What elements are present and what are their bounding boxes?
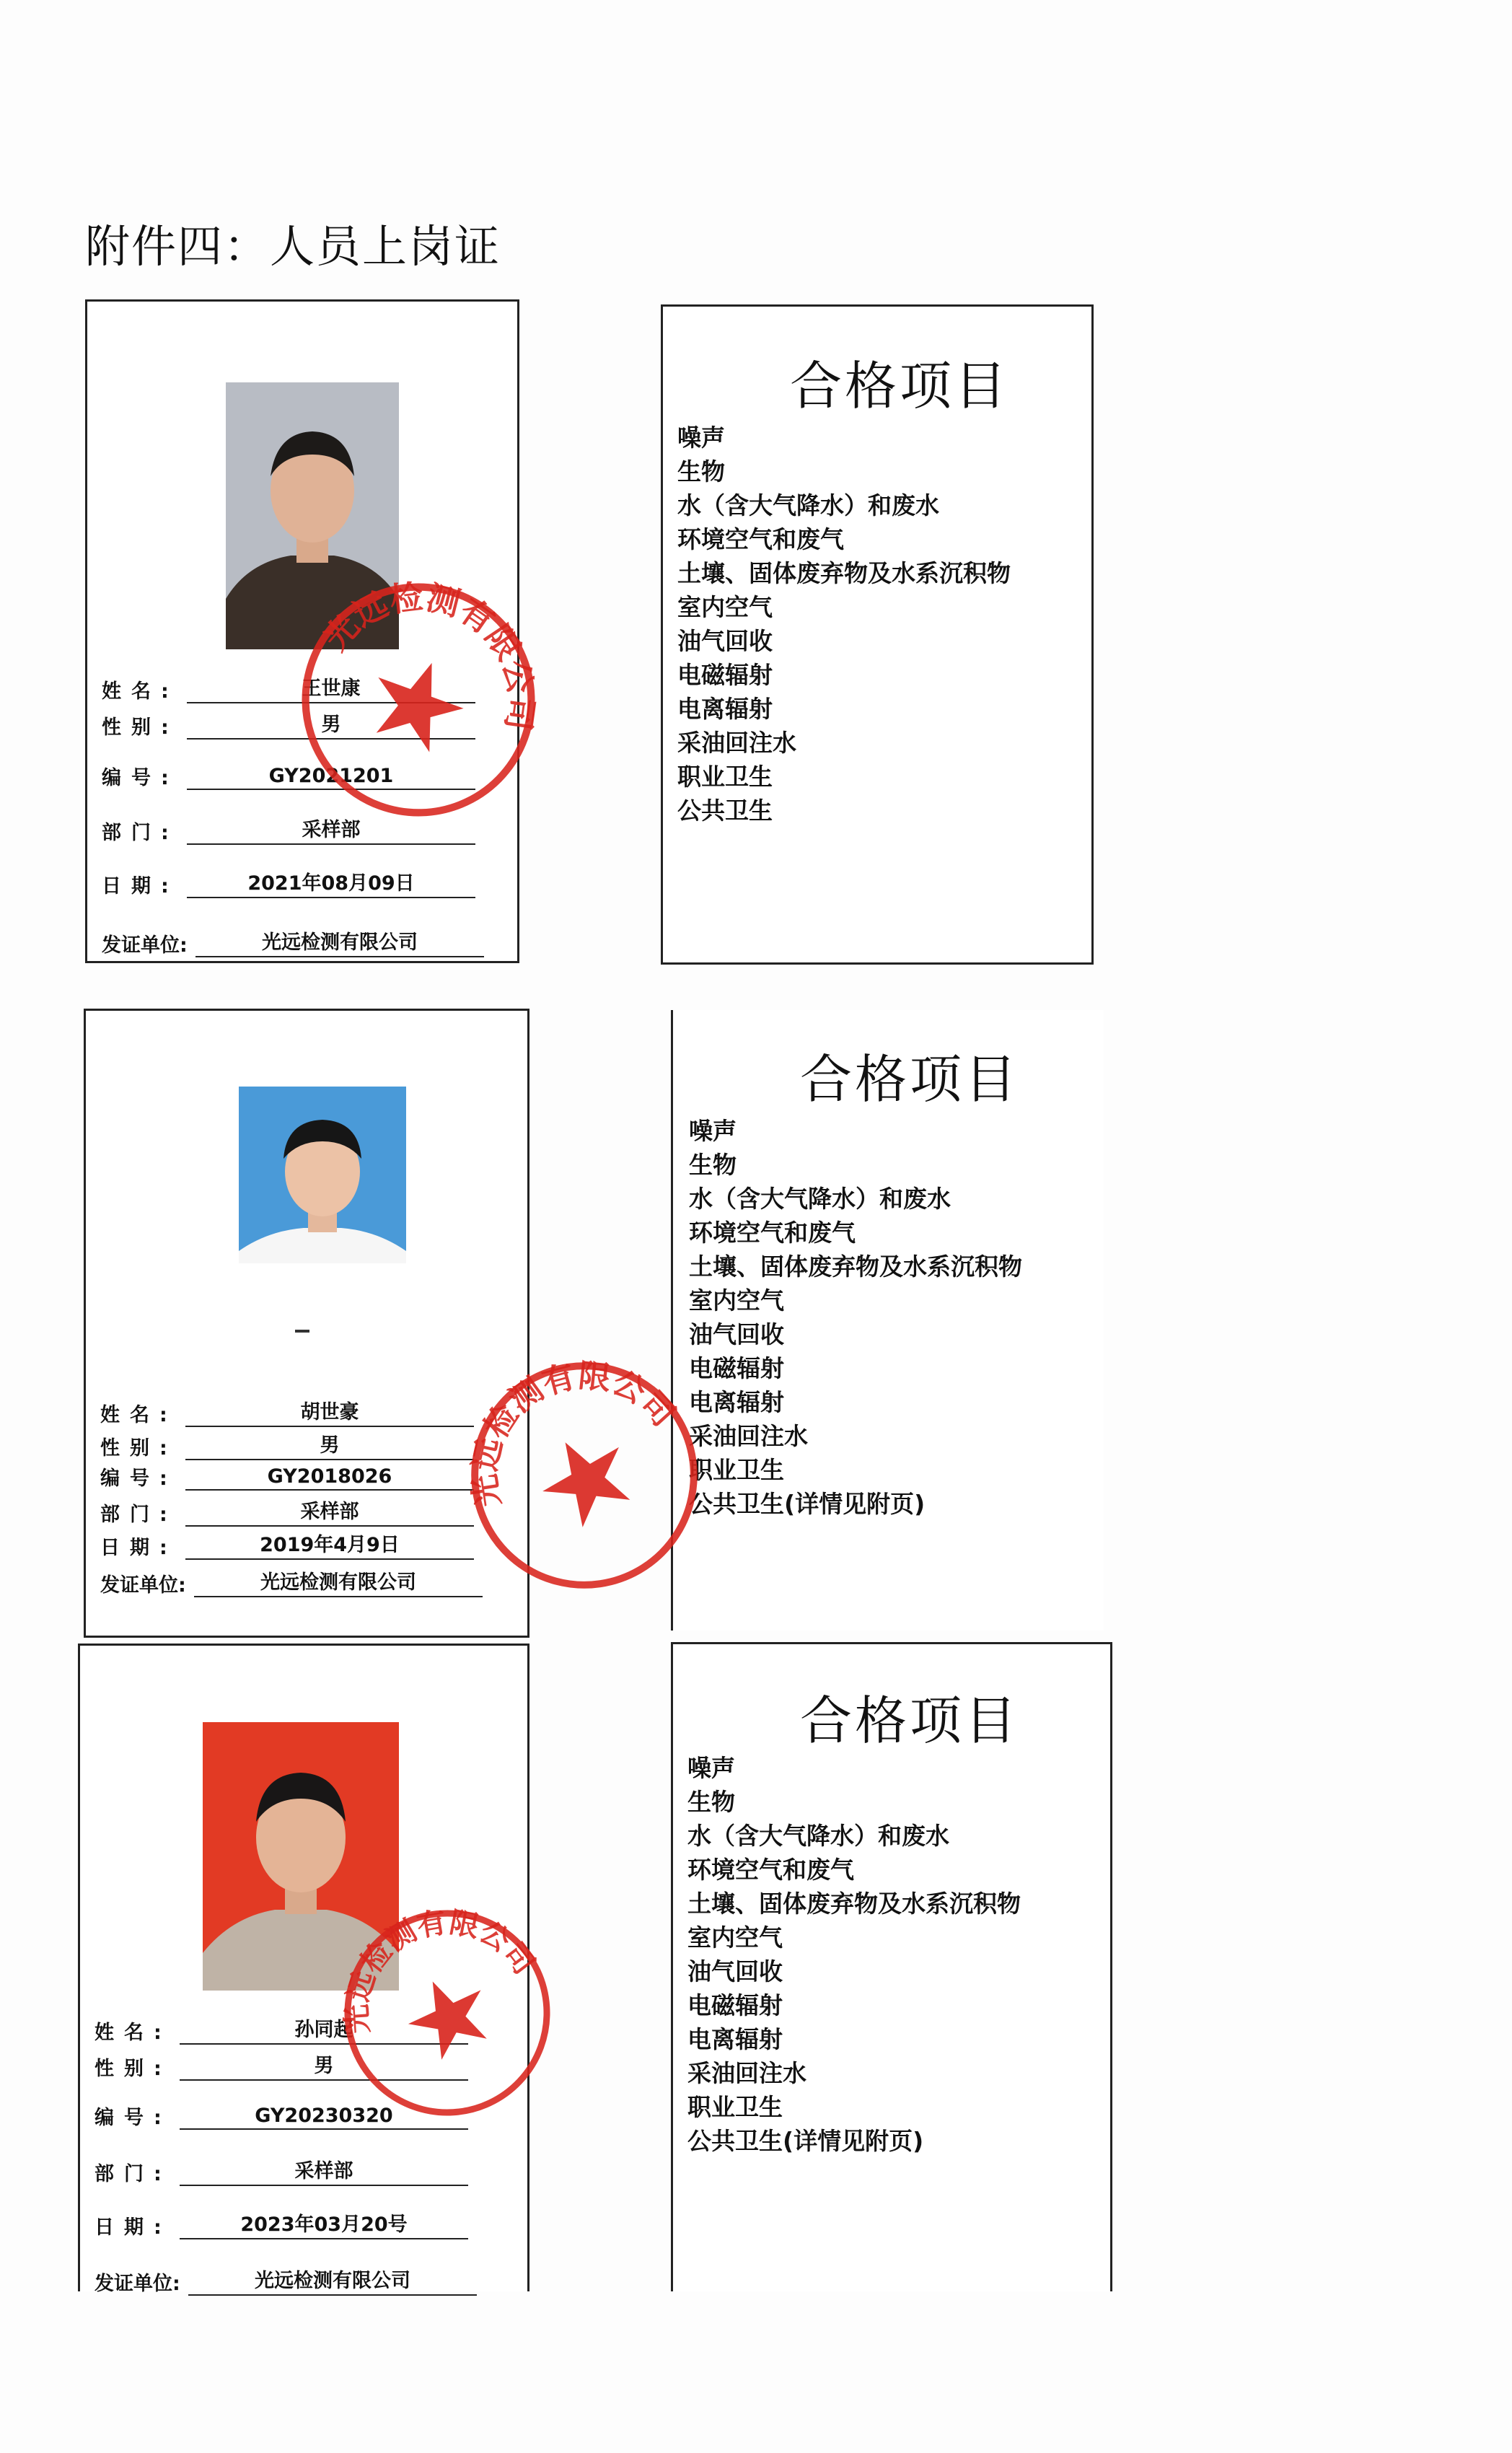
- qualification-item: 生物: [687, 1788, 735, 1816]
- name-label: 姓名:: [100, 1404, 177, 1426]
- date-row: [100, 1529, 474, 1560]
- qualification-item: 环境空气和废气: [677, 525, 844, 553]
- qualification-item: 公共卫生(详情见附页): [689, 1490, 926, 1518]
- dept-value: 采样部: [180, 2155, 468, 2186]
- qualification-item: 电离辐射: [687, 2025, 783, 2053]
- id-value: GY2018026: [185, 1465, 474, 1491]
- dept-label: 部门:: [94, 2163, 172, 2185]
- issuer-row: [102, 926, 484, 957]
- issuer-row: [94, 2265, 477, 2296]
- qualification-item: 公共卫生(详情见附页): [687, 2127, 924, 2155]
- date-value: 2019年4月9日: [185, 1529, 474, 1560]
- qualification-item: 职业卫生: [677, 763, 773, 791]
- qualification-item: 噪声: [687, 1754, 735, 1782]
- dept-row: [94, 2155, 468, 2186]
- qualification-list: [677, 421, 1011, 828]
- gender-value: 男: [185, 1429, 474, 1460]
- issuer-value: 光远检测有限公司: [194, 1566, 483, 1597]
- id-label: 编号:: [102, 767, 179, 789]
- gender-label: 性别:: [100, 1437, 177, 1460]
- qualification-item: 水（含大气降水）和废水: [687, 1822, 949, 1850]
- date-label: 日期:: [102, 875, 179, 898]
- qualification-item: 公共卫生: [677, 797, 773, 825]
- qualification-item: 噪声: [677, 424, 725, 452]
- qualification-item: 电磁辐射: [689, 1354, 784, 1382]
- date-value: 2023年03月20号: [180, 2208, 468, 2239]
- name-label: 姓名:: [102, 680, 179, 703]
- svg-text:光远检测有限公司: 光远检测有限公司: [338, 1904, 542, 2035]
- qualification-item: 采油回注水: [677, 729, 796, 757]
- qualification-title: 合格项目: [800, 1690, 1020, 1751]
- qualification-title: 合格项目: [800, 1049, 1020, 1110]
- qualification-item: 生物: [689, 1151, 737, 1179]
- qualification-item: 水（含大气降水）和废水: [677, 491, 939, 519]
- dept-value: 采样部: [185, 1496, 474, 1527]
- qualification-item: 噪声: [689, 1117, 737, 1145]
- qualification-item: 水（含大气降水）和废水: [689, 1185, 951, 1213]
- issuer-label: 发证单位:: [100, 1574, 186, 1597]
- qualification-card-3: [671, 1642, 1112, 2291]
- gender-value: 男: [180, 2050, 468, 2081]
- qualification-list: [687, 1751, 1021, 2158]
- page-title: 附件四：人员上岗证: [85, 220, 501, 273]
- name-value: 王世康: [187, 672, 475, 703]
- date-row: [102, 867, 475, 898]
- qualification-item: 土壤、固体废弃物及水系沉积物: [677, 559, 1011, 587]
- gender-label: 性别:: [102, 716, 179, 739]
- dept-row: [100, 1496, 474, 1527]
- dept-label: 部门:: [100, 1504, 177, 1526]
- qualification-item: 采油回注水: [689, 1422, 808, 1450]
- id-row: [100, 1462, 474, 1491]
- id-label: 编号:: [94, 2107, 172, 2129]
- date-value: 2021年08月09日: [187, 867, 475, 898]
- qualification-item: 采油回注水: [687, 2059, 806, 2087]
- qualification-item: 电磁辐射: [677, 661, 773, 689]
- certificate-card-2: [84, 1009, 529, 1638]
- photo-2: [239, 1087, 406, 1263]
- issuer-value: 光远检测有限公司: [188, 2265, 477, 2296]
- issuer-label: 发证单位:: [94, 2273, 180, 2295]
- name-label: 姓名:: [94, 2022, 172, 2044]
- qualification-item: 土壤、固体废弃物及水系沉积物: [687, 1890, 1021, 1918]
- qualification-item: 电离辐射: [677, 695, 773, 723]
- svg-text:光远检测有限公司: 光远检测有限公司: [315, 576, 542, 733]
- qualification-item: 职业卫生: [687, 2093, 783, 2121]
- qualification-item: 环境空气和废气: [687, 1856, 854, 1884]
- name-row: [100, 1396, 474, 1427]
- qualification-card-2: [671, 1010, 1104, 1631]
- qualification-item: 室内空气: [677, 593, 773, 621]
- qualification-title: 合格项目: [790, 356, 1010, 416]
- qualification-item: 电磁辐射: [687, 1991, 783, 2019]
- qualification-item: 油气回收: [677, 627, 773, 655]
- date-label: 日期:: [100, 1537, 177, 1559]
- dash-mark: [295, 1330, 309, 1333]
- date-row: [94, 2208, 468, 2239]
- gender-value: 男: [187, 708, 475, 740]
- id-value: GY20230320: [180, 2105, 468, 2130]
- qualification-item: 职业卫生: [689, 1456, 784, 1484]
- qualification-item: 土壤、固体废弃物及水系沉积物: [689, 1252, 1022, 1281]
- gender-label: 性别:: [94, 2058, 172, 2080]
- dept-value: 采样部: [187, 814, 475, 845]
- issuer-value: 光远检测有限公司: [195, 926, 484, 957]
- qualification-list: [689, 1114, 1022, 1521]
- gender-row: [100, 1429, 474, 1460]
- qualification-item: 油气回收: [687, 1957, 783, 1985]
- qualification-item: 生物: [677, 457, 725, 486]
- qualification-item: 电离辐射: [689, 1388, 784, 1416]
- issuer-row: [100, 1566, 483, 1597]
- qualification-item: 室内空气: [689, 1286, 784, 1315]
- issuer-label: 发证单位:: [102, 934, 188, 957]
- svg-text:光远检测有限公司: 光远检测有限公司: [465, 1356, 682, 1509]
- qualification-card-1: [661, 304, 1094, 965]
- name-value: 孙同起: [180, 2014, 468, 2045]
- person-portrait-icon: [239, 1087, 406, 1263]
- qualification-item: 油气回收: [689, 1320, 784, 1348]
- id-label: 编号:: [100, 1467, 177, 1490]
- dept-label: 部门:: [102, 822, 179, 844]
- qualification-item: 室内空气: [687, 1923, 783, 1952]
- date-label: 日期:: [94, 2216, 172, 2239]
- name-value: 胡世豪: [185, 1396, 474, 1427]
- qualification-item: 环境空气和废气: [689, 1219, 856, 1247]
- id-value: GY2021201: [187, 765, 475, 790]
